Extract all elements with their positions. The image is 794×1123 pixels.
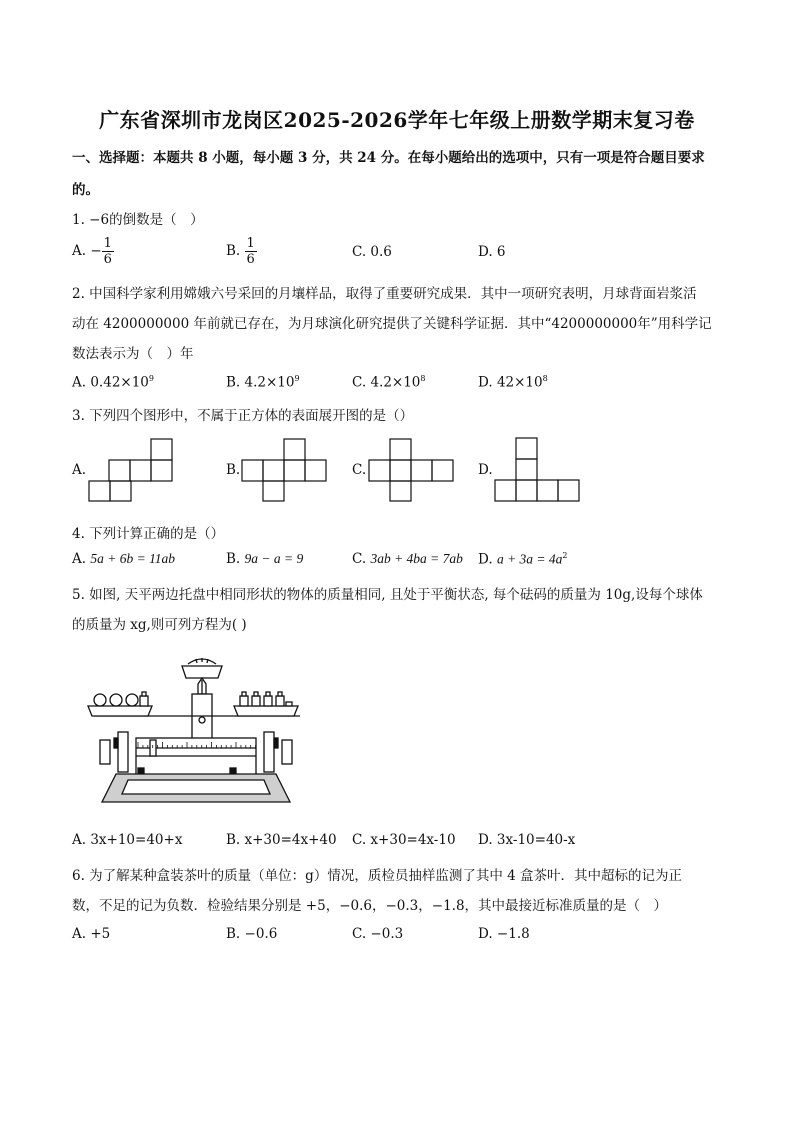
q3-net-c xyxy=(368,438,454,502)
q5-line1: 5. 如图, 天平两边托盘中相同形状的物体的质量相同, 且处于平衡状态, 每个砝码的质量为 10g,设每个球体 xyxy=(72,587,703,603)
q4-option-c[interactable] xyxy=(352,551,463,567)
q4-d-exp: 2 xyxy=(562,551,568,560)
q6-option-b[interactable]: B. −0.6 xyxy=(226,926,278,942)
q1-a-den: 6 xyxy=(103,252,112,267)
q4-b-label: B. xyxy=(226,551,241,567)
q5-option-c[interactable]: C. x+30=4x-10 xyxy=(352,832,456,848)
page-title: 广东省深圳市龙岗区2025-2026学年七年级上册数学期末复习卷 xyxy=(99,108,695,132)
q4-a-label: A. xyxy=(72,551,87,567)
q2-option-d[interactable] xyxy=(478,374,548,391)
q5-option-b[interactable]: B. x+30=4x+40 xyxy=(226,832,337,848)
q1-b-fraction xyxy=(245,236,257,267)
q5-option-a[interactable]: A. 3x+10=40+x xyxy=(72,832,183,848)
q3-net-b xyxy=(241,438,327,502)
q6-line2: 数，不足的记为负数．检验结果分别是 +5，−0.6，−0.3，−1.8，其中最接近标准质量的是（ ） xyxy=(72,898,668,914)
q1-option-c[interactable]: C. 0.6 xyxy=(352,244,392,260)
q2-d-label: D. xyxy=(478,374,493,391)
q4-d-label: D. xyxy=(478,551,493,568)
q2-line1: 2. 中国科学家利用嫦娥六号采回的月壤样品，取得了重要研究成果．其中一项研究表明，月球背面岩浆活 xyxy=(72,286,697,302)
q1-b-den: 6 xyxy=(246,252,255,267)
section-header-line2: 的。 xyxy=(72,182,99,198)
q3-option-d[interactable]: D. xyxy=(478,462,493,478)
q1-option-b[interactable] xyxy=(226,236,257,267)
q6-option-d[interactable]: D. −1.8 xyxy=(478,926,530,942)
q2-a-exp: 9 xyxy=(148,374,154,383)
q2-line3: 数法表示为（ ）年 xyxy=(72,346,194,362)
q1-b-label: B. xyxy=(226,243,241,259)
q2-d-exp: 8 xyxy=(542,374,548,383)
q1-option-d[interactable]: D. 6 xyxy=(478,244,506,260)
q4-option-b[interactable] xyxy=(226,551,303,567)
q3-stem: 3. 下列四个图形中，不属于正方体的表面展开图的是（） xyxy=(72,408,414,424)
q2-a-base: 0.42×10 xyxy=(90,374,149,391)
q2-b-exp: 9 xyxy=(294,374,300,383)
q2-c-base: 4.2×10 xyxy=(370,374,421,391)
q2-a-label: A. xyxy=(72,374,87,391)
q1-stem: 1. −6的倒数是（ ） xyxy=(72,212,204,228)
q2-b-label: B. xyxy=(226,374,241,391)
q3-option-a[interactable]: A. xyxy=(72,462,87,478)
q1-option-a[interactable] xyxy=(72,236,114,267)
q2-c-label: C. xyxy=(352,374,367,391)
q6-line1: 6. 为了解某种盒装茶叶的质量（单位：g）情况，质检员抽样监测了其中 4 盒茶叶．其中超标的记为正 xyxy=(72,868,682,884)
q4-option-d[interactable] xyxy=(478,551,568,568)
q6-option-a[interactable]: A. +5 xyxy=(72,926,111,942)
q3-net-a xyxy=(88,438,174,502)
section-header-line1: 一、选择题：本题共 8 小题，每小题 3 分，共 24 分。在每小题给出的选项中，只有一项是符合题目要求 xyxy=(72,150,705,166)
q3-option-b[interactable]: B. xyxy=(226,462,241,478)
q4-a-expr: 5a + 6b = 11ab xyxy=(90,551,176,566)
q6-option-c[interactable]: C. −0.3 xyxy=(352,926,404,942)
q2-option-b[interactable] xyxy=(226,374,300,391)
q2-d-base: 42×10 xyxy=(496,374,543,391)
q5-option-d[interactable]: D. 3x-10=40-x xyxy=(478,832,576,848)
q1-a-label: A. xyxy=(72,243,87,259)
q2-line2: 动在 4200000000 年前就已存在，为月球演化研究提供了关键科学证据．其中“4200000000年”用科学记 xyxy=(72,316,712,332)
q4-stem: 4. 下列计算正确的是（） xyxy=(72,526,225,542)
q1-b-num: 1 xyxy=(246,236,255,251)
q3-option-c[interactable]: C. xyxy=(352,462,367,478)
q2-b-base: 4.2×10 xyxy=(244,374,295,391)
q2-option-a[interactable] xyxy=(72,374,154,391)
q3-net-d xyxy=(494,437,582,503)
q1-a-num: 1 xyxy=(103,236,112,251)
q4-d-expr: a + 3a = 4a xyxy=(496,551,563,567)
q1-a-fraction xyxy=(102,236,114,267)
q2-option-c[interactable] xyxy=(352,374,426,391)
q4-option-a[interactable] xyxy=(72,551,175,567)
q4-c-label: C. xyxy=(352,551,367,567)
q1-a-sign: − xyxy=(90,243,102,259)
q4-b-expr: 9a − a = 9 xyxy=(244,551,304,566)
balance-scale-figure xyxy=(80,650,300,806)
q5-line2: 的质量为 xg,则可列方程为( ) xyxy=(72,617,247,633)
q4-c-expr: 3ab + 4ba = 7ab xyxy=(370,551,463,566)
q2-c-exp: 8 xyxy=(420,374,426,383)
